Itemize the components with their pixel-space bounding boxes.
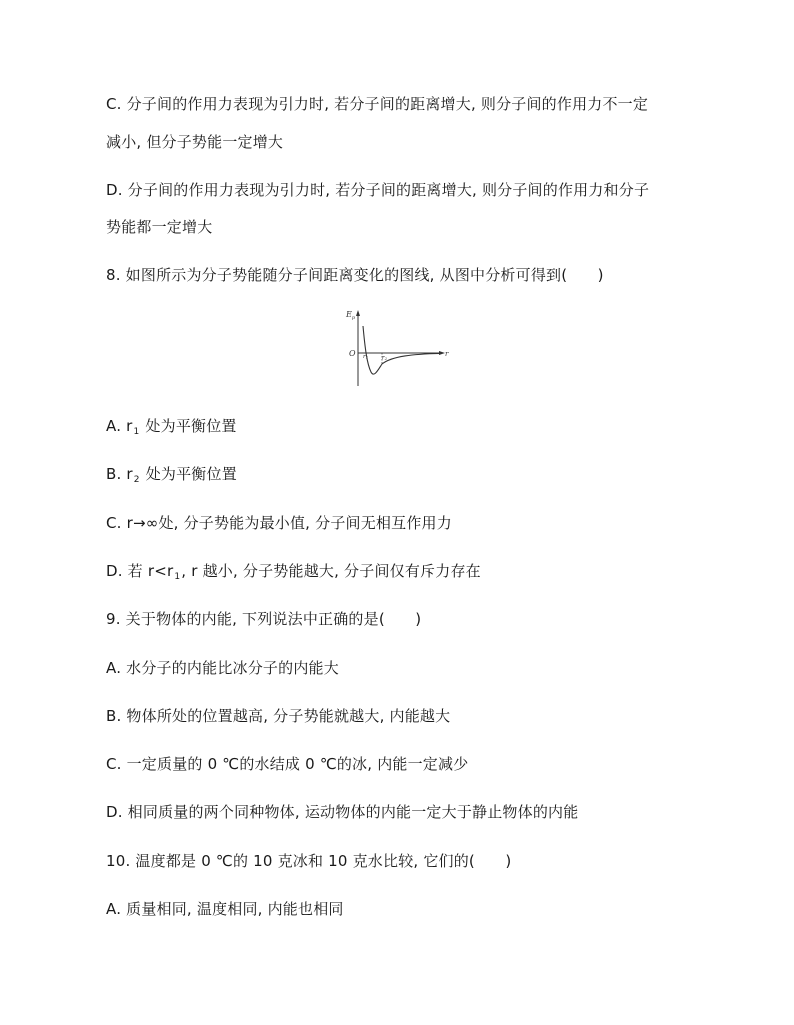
potential-energy-graph	[344, 308, 454, 390]
option-8a: A. $r_1$ 处为平衡位置	[106, 417, 237, 437]
x-axis-label: r	[445, 350, 449, 358]
question-8: 8. 如图所示为分子势能随分子间距离变化的图线, 从图中分析可得到( )	[106, 266, 604, 284]
option-8b: B. $r_2$ 处为平衡位置	[106, 465, 237, 485]
option-9d: D. 相同质量的两个同种物体, 运动物体的内能一定大于静止物体的内能	[106, 803, 579, 821]
option-7c-line2: 减小, 但分子势能一定增大	[106, 133, 284, 151]
option-10a: A. 质量相同, 温度相同, 内能也相同	[106, 900, 344, 918]
option-8d: D. 若 $r<r_1$, r 越小, 分子势能越大, 分子间仅有斥力存在	[106, 562, 481, 582]
option-9a: A. 水分子的内能比冰分子的内能大	[106, 659, 339, 677]
r1-label: r1	[363, 354, 369, 360]
origin-label: O	[349, 349, 356, 358]
option-7c-line1: C. 分子间的作用力表现为引力时, 若分子间的距离增大, 则分子间的作用力不一定	[106, 95, 649, 113]
r2-label: r2	[382, 355, 388, 361]
question-9: 9. 关于物体的内能, 下列说法中正确的是( )	[106, 610, 422, 628]
option-9c: C. 一定质量的 0 ℃的水结成 0 ℃的冰, 内能一定减少	[106, 755, 469, 773]
y-axis-label: $E_p$	[346, 310, 356, 321]
question-10: 10. 温度都是 0 ℃的 10 克冰和 10 克水比较, 它们的( )	[106, 852, 512, 870]
option-9b: B. 物体所处的位置越高, 分子势能就越大, 内能越大	[106, 707, 451, 725]
y-axis-arrow	[356, 310, 360, 316]
option-7d-line2: 势能都一定增大	[106, 218, 213, 236]
option-8c: C. r→∞处, 分子势能为最小值, 分子间无相互作用力	[106, 514, 452, 532]
potential-curve	[363, 326, 440, 374]
option-7d-line1: D. 分子间的作用力表现为引力时, 若分子间的距离增大, 则分子间的作用力和分子	[106, 181, 650, 199]
